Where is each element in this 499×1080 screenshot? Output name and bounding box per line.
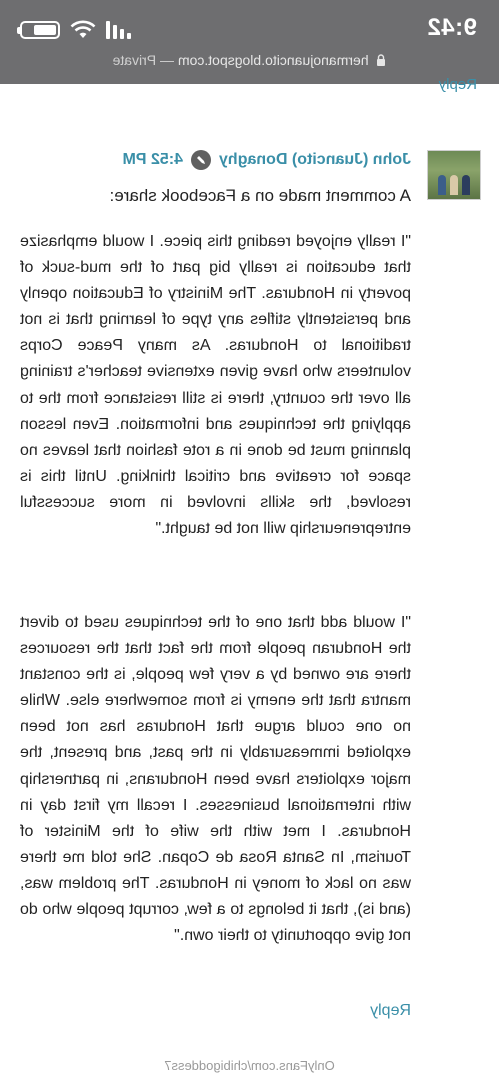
avatar[interactable] bbox=[427, 150, 481, 200]
previous-reply-link[interactable]: Reply bbox=[438, 76, 477, 93]
comment-paragraph-1: "I really enjoyed reading this piece. I would emphasize that education is really big part of the mud-suck of poverty in Honduras. The Ministry of Education openly and persistently stifles any type of learning that is not traditional to Honduras. As many Peace Corps volunteers who have given extensive teacher's training all over the country, there is still resistance from the to applying the techniques and information. Even lesson planning must be done in a rote fashion that leaves no space for creative and critical thinking. Until this is resolved, the skills involved in more successful entrepreneurship will not be taught." bbox=[20, 233, 411, 538]
comment-author[interactable]: John (Juancito) Donaghy bbox=[219, 151, 411, 168]
private-label: — Private bbox=[112, 52, 175, 68]
status-icons bbox=[20, 18, 131, 42]
status-time: 9:42 bbox=[426, 14, 477, 41]
url-text: hermanojuancito.blogspot.com bbox=[177, 52, 369, 68]
lock-icon bbox=[376, 54, 386, 66]
comment-header bbox=[20, 150, 411, 170]
status-bar bbox=[0, 0, 499, 84]
watermark-text: OnlyFans.com/chibigoddess7 bbox=[164, 1058, 335, 1073]
cellular-signal-icon bbox=[106, 21, 131, 39]
comment-paragraph-2: "I would add that one of the techniques used to divert the Honduran people from the fact that the resources there are owned by a very few people, is the constant mantra that the enemy is from somewhere else. While no one could argue that Honduras has not been exploited immeasurably in the past, and present, the major exploiters have been Hondurans, in partnership with international businesses. I recall my first day in Honduras. I met with the wife of the Minister of Tourism, In Santa Rosa de Copan. She told me there was no lack of money in Honduras. The problem was, (and is), that it belongs to a few, corrupt people who do not give opportunity to their own." bbox=[20, 614, 411, 945]
comment-intro: A comment made on a Facebook share: bbox=[109, 186, 411, 205]
reply-link[interactable]: Reply bbox=[370, 1002, 411, 1019]
address-bar[interactable] bbox=[0, 52, 499, 68]
pencil-icon bbox=[191, 150, 211, 170]
wifi-icon bbox=[70, 20, 96, 40]
battery-icon bbox=[20, 21, 60, 39]
comment-time[interactable]: 4:52 PM bbox=[122, 151, 183, 168]
